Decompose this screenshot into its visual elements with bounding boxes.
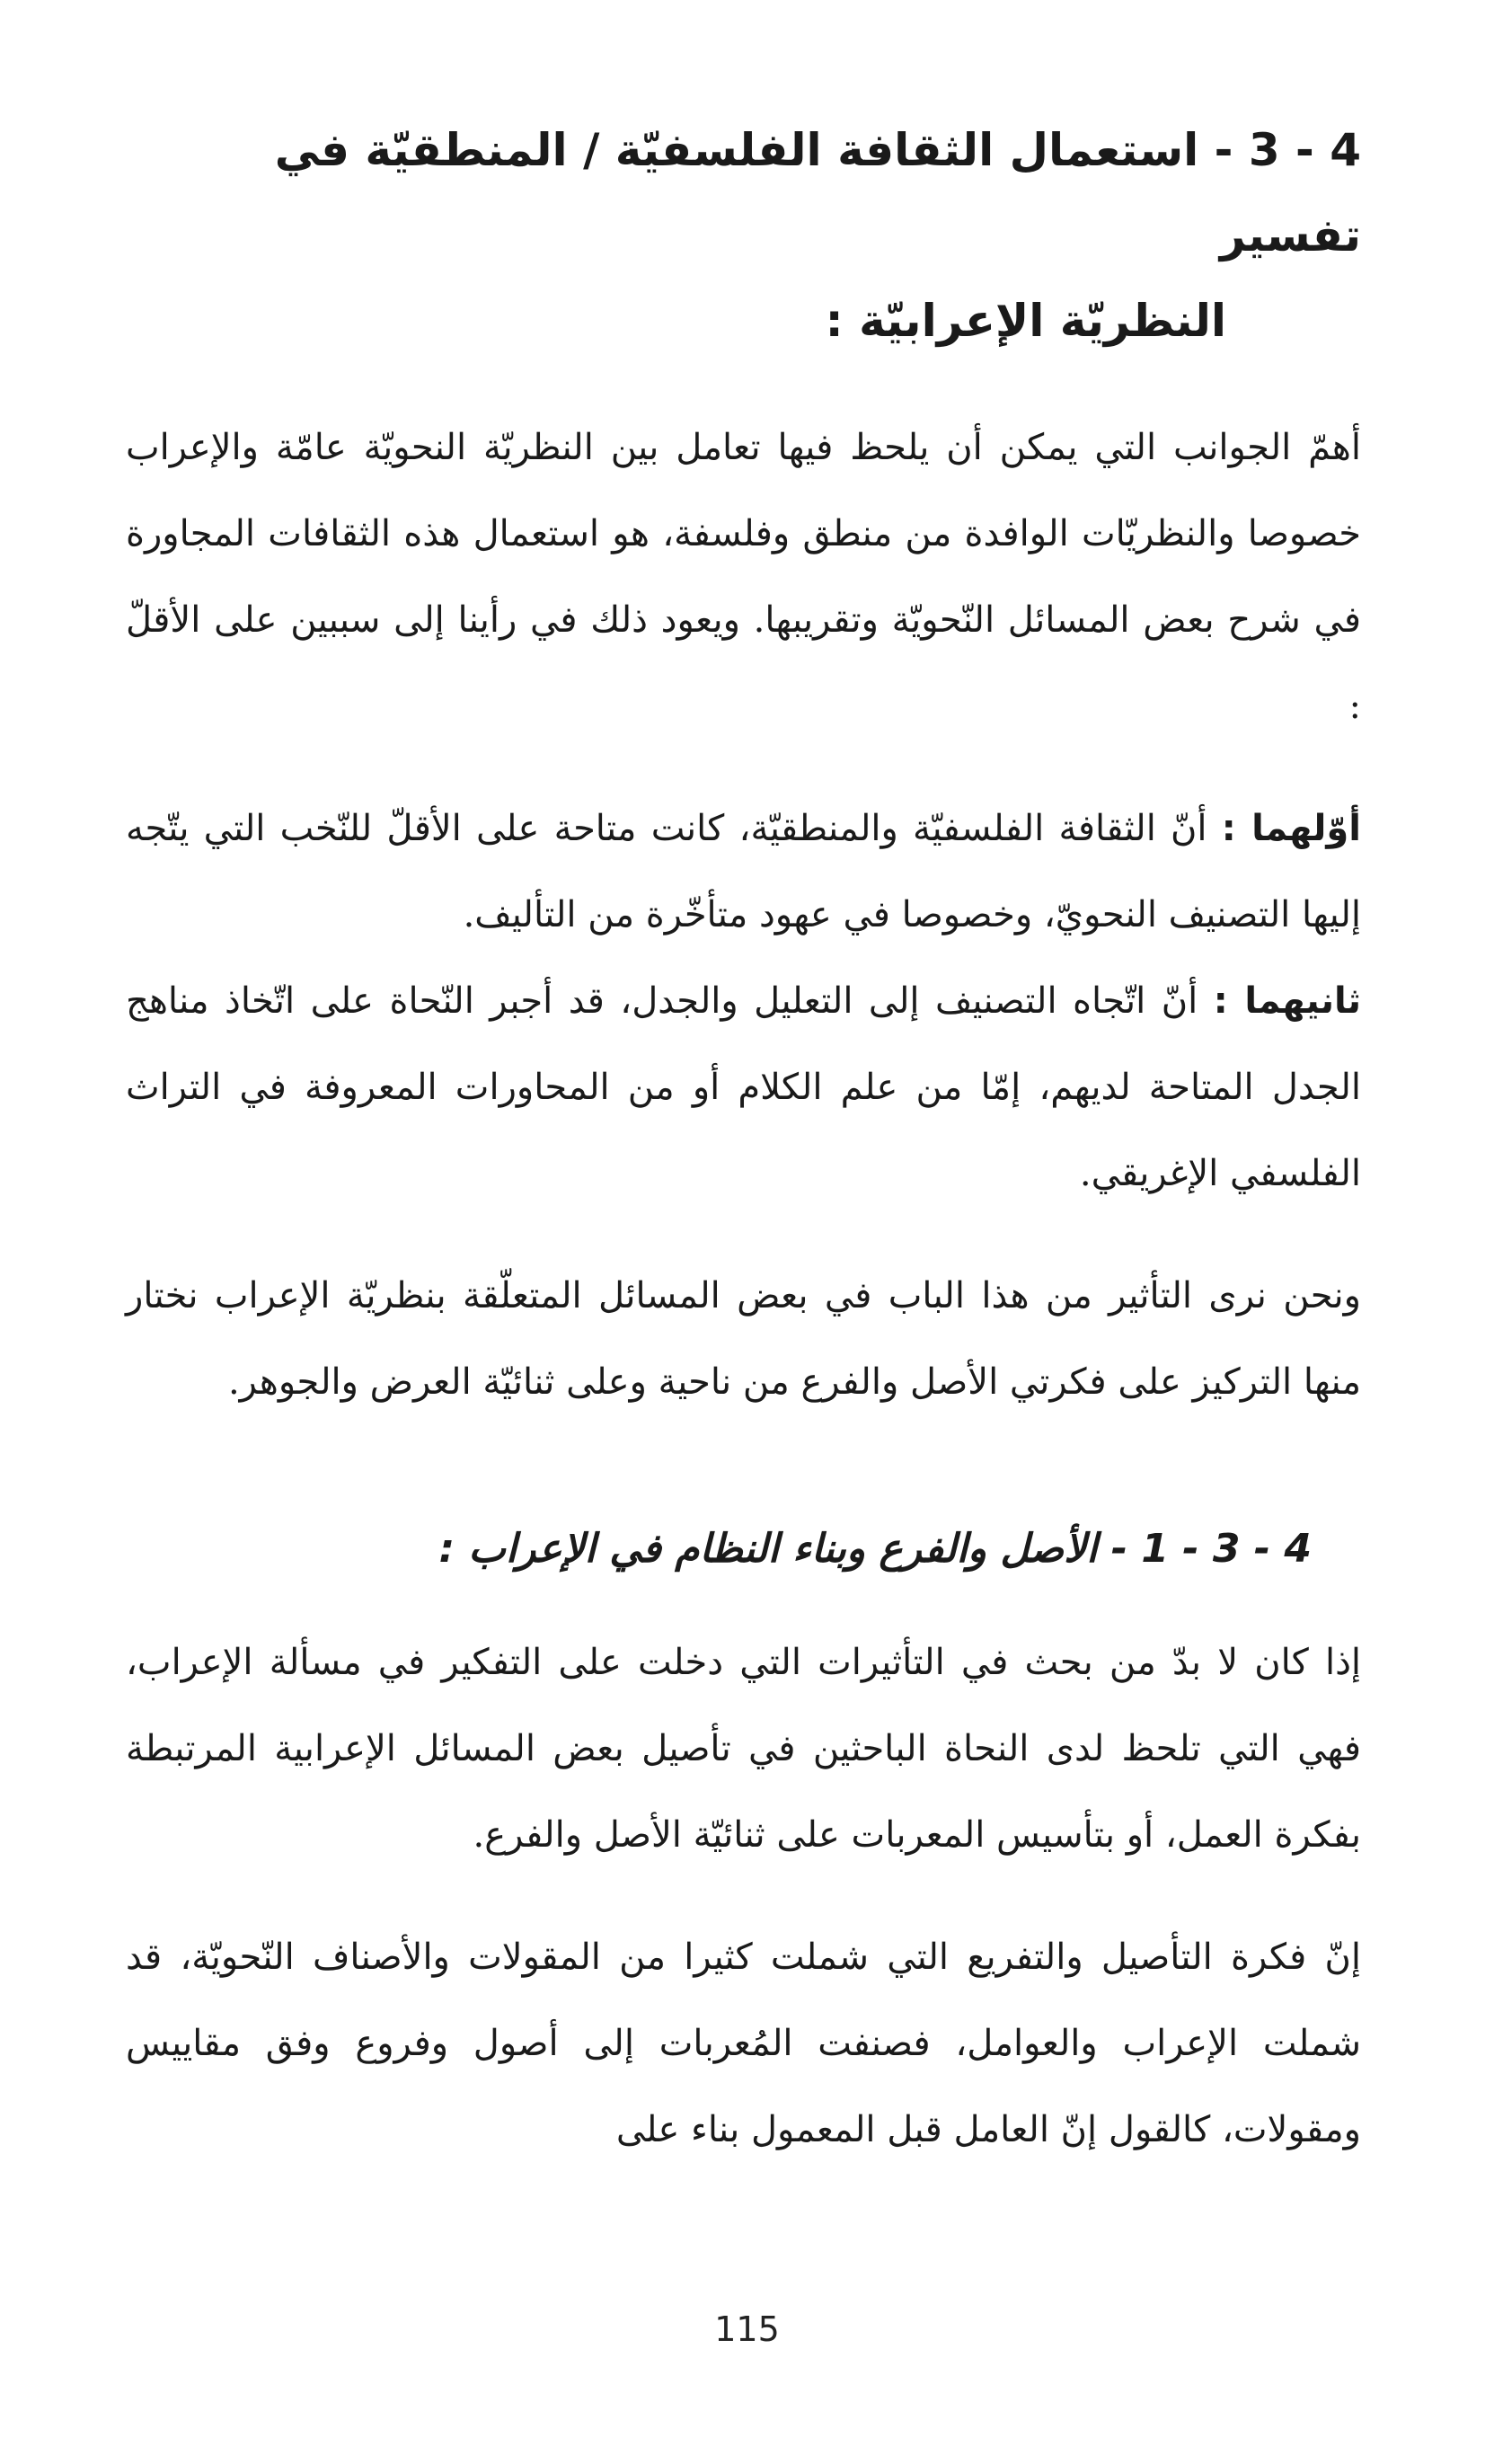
second-reason-text: أنّ اتّجاه التصنيف إلى التعليل والجدل، قد أجبر النّحاة على اتّخاذ مناهج الجدل المتاحة لديهم، إمّا من علم الكلام أو من المحاورات المعروفة في التراث الفلسفي الإغريقي.	[126, 980, 1361, 1194]
paragraph-influence: ونحن نرى التأثير من هذا الباب في بعض المسائل المتعلّقة بنظريّة الإعراب نختار منها التركيز على فكرتي الأصل والفرع من ناحية وعلى ثنائيّة العرض والجوهر.	[126, 1275, 1361, 1403]
paragraph-intro: أهمّ الجوانب التي يمكن أن يلحظ فيها تعامل بين النظريّة النحويّة عامّة والإعراب خصوصا والنظريّات الوافدة من منطق وفلسفة، هو استعمال هذه الثقافات المجاورة في شرح بعض المسائل النّحويّة وتقريبها. ويعود ذلك في رأينا إلى سببين على الأقلّ :	[126, 427, 1361, 727]
paragraph-second-reason	[126, 958, 1361, 1217]
paragraph-rooting: إنّ فكرة التأصيل والتفريع التي شملت كثيرا من المقولات والأصناف النّحويّة، قد شملت الإعراب والعوامل، فصنفت المُعربات إلى أصول وفروع وفق مقاييس ومقولات، كالقول إنّ العامل قبل المعمول بناء على	[126, 1937, 1361, 2150]
paragraph-first-reason	[126, 785, 1361, 958]
page-body	[126, 108, 1361, 2209]
paragraph-origin-branch: إذا كان لا بدّ من بحث في التأثيرات التي دخلت على التفكير في مسألة الإعراب، فهي التي تلحظ لدى النحاة الباحثين في تأصيل بعض المسائل الإعرابية المرتبطة بفكرة العمل، أو بتأسيس المعربات على ثنائيّة الأصل والفرع.	[126, 1642, 1361, 1856]
first-reason-text: أنّ الثقافة الفلسفيّة والمنطقيّة، كانت متاحة على الأقلّ للنّخب التي يتّجه إليها التصنيف النحويّ، وخصوصا في عهود متأخّرة من التأليف.	[126, 808, 1361, 935]
subsection-heading: 4 - 3 - 1 - الأصل والفرع وبناء النظام في الإعراب :	[438, 1526, 1312, 1572]
first-reason-lead: أوّلهما :	[1221, 808, 1361, 849]
page-number: 115	[714, 2309, 780, 2349]
section-heading-line2: النظريّة الإعرابيّة :	[825, 295, 1226, 347]
section-heading-line1: 4 - 3 - استعمال الثقافة الفلسفيّة / المنطقيّة في تفسير	[274, 124, 1361, 261]
second-reason-lead: ثانيهما :	[1213, 980, 1361, 1022]
section-heading	[126, 108, 1361, 364]
